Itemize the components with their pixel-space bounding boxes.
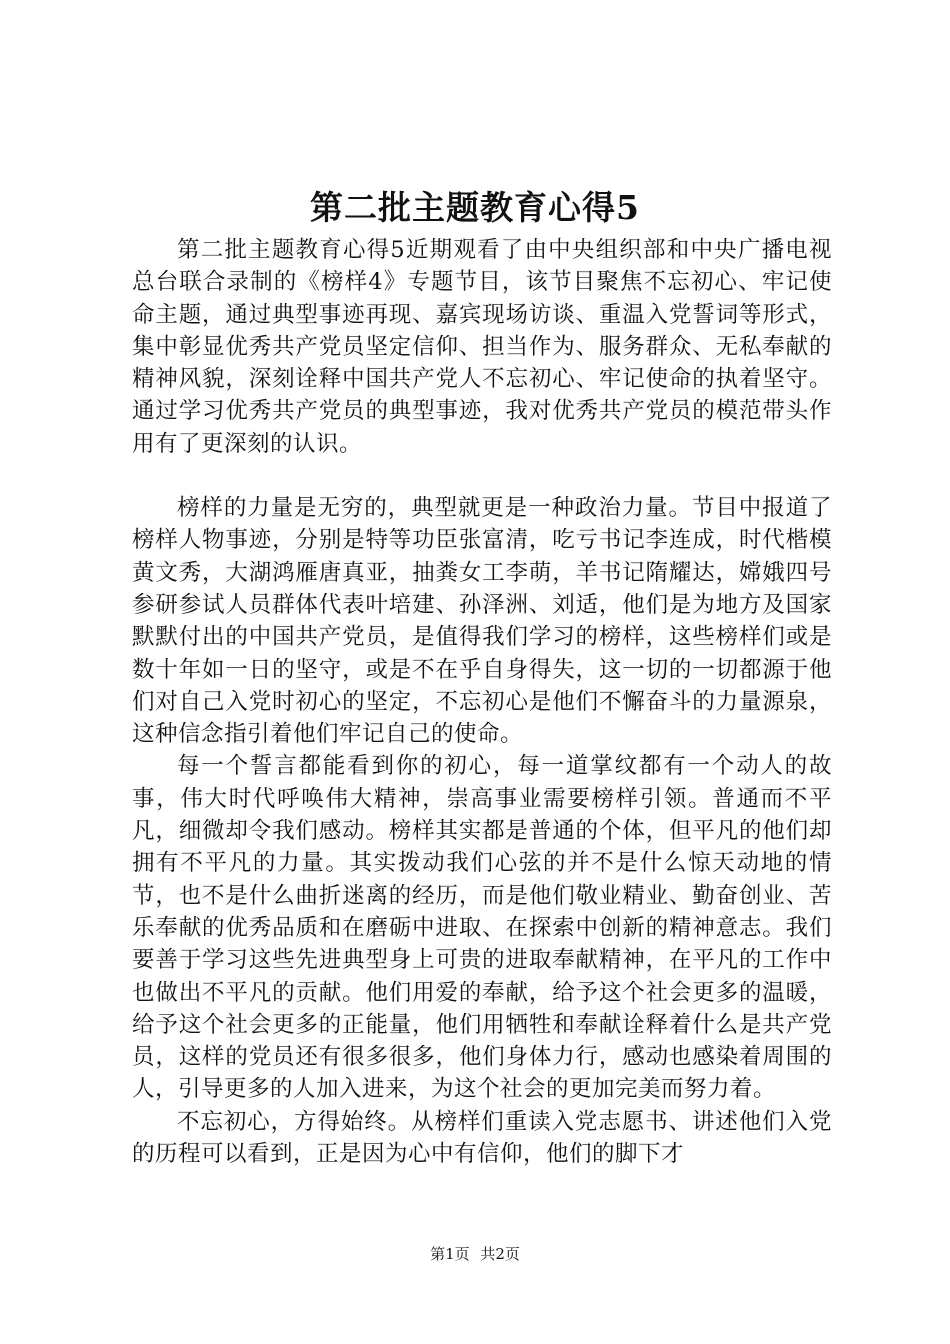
page-number-current: 第1页 — [430, 1245, 470, 1263]
page-footer — [0, 1244, 950, 1264]
paragraph-3: 每一个誓言都能看到你的初心，每一道掌纹都有一个动人的故事，伟大时代呼唤伟大精神，崇高事业需要榜样引领。普通而不平凡，细微却令我们感动。榜样其实都是普通的个体，但平凡的他们却拥有不平凡的力量。其实拨动我们心弦的并不是什么惊天动地的情节，也不是什么曲折迷离的经历，而是他们敬业精业、勤奋创业、苦乐奉献的优秀品质和在磨砺中进取、在探索中创新的精神意志。我们要善于学习这些先进典型身上可贵的进取奉献精神，在平凡的工作中也做出不平凡的贡献。他们用爱的奉献，给予这个社会更多的温暖，给予这个社会更多的正能量，他们用牺牲和奉献诠释着什么是共产党员，这样的党员还有很多很多，他们身体力行，感动也感染着周围的人，引导更多的人加入进来，为这个社会的更加完美而努力着。 — [132, 753, 832, 1103]
paragraph-4: 不忘初心，方得始终。从榜样们重读入党志愿书、讲述他们入党的历程可以看到，正是因为心中有信仰，他们的脚下才 — [132, 1108, 832, 1168]
page-number-total: 共2页 — [480, 1245, 520, 1263]
paragraph-2: 榜样的力量是无穷的，典型就更是一种政治力量。节目中报道了榜样人物事迹，分别是特等功臣张富清，吃亏书记李连成，时代楷模黄文秀，大湖鸿雁唐真亚，抽粪女工李萌，羊书记隋耀达，嫦娥四号参研参试人员群体代表叶培建、孙泽洲、刘适，他们是为地方及国家默默付出的中国共产党员，是值得我们学习的榜样，这些榜样们或是数十年如一日的坚守，或是不在乎自身得失，这一切的一切都源于他们对自己入党时初心的坚定，不忘初心是他们不懈奋斗的力量源泉，这种信念指引着他们牢记自己的使命。 — [132, 495, 832, 748]
paragraph-1: 第二批主题教育心得5近期观看了由中央组织部和中央广播电视总台联合录制的《榜样4》专题节目，该节目聚焦不忘初心、牢记使命主题，通过典型事迹再现、嘉宾现场访谈、重温入党誓词等形式，集中彰显优秀共产党员坚定信仰、担当作为、服务群众、无私奉献的精神风貌，深刻诠释中国共产党人不忘初心、牢记使命的执着坚守。通过学习优秀共产党员的典型事迹，我对优秀共产党员的模范带头作用有了更深刻的认识。 — [132, 237, 832, 457]
document-body — [132, 234, 832, 1170]
document-title: 第二批主题教育心得5 — [310, 188, 640, 227]
